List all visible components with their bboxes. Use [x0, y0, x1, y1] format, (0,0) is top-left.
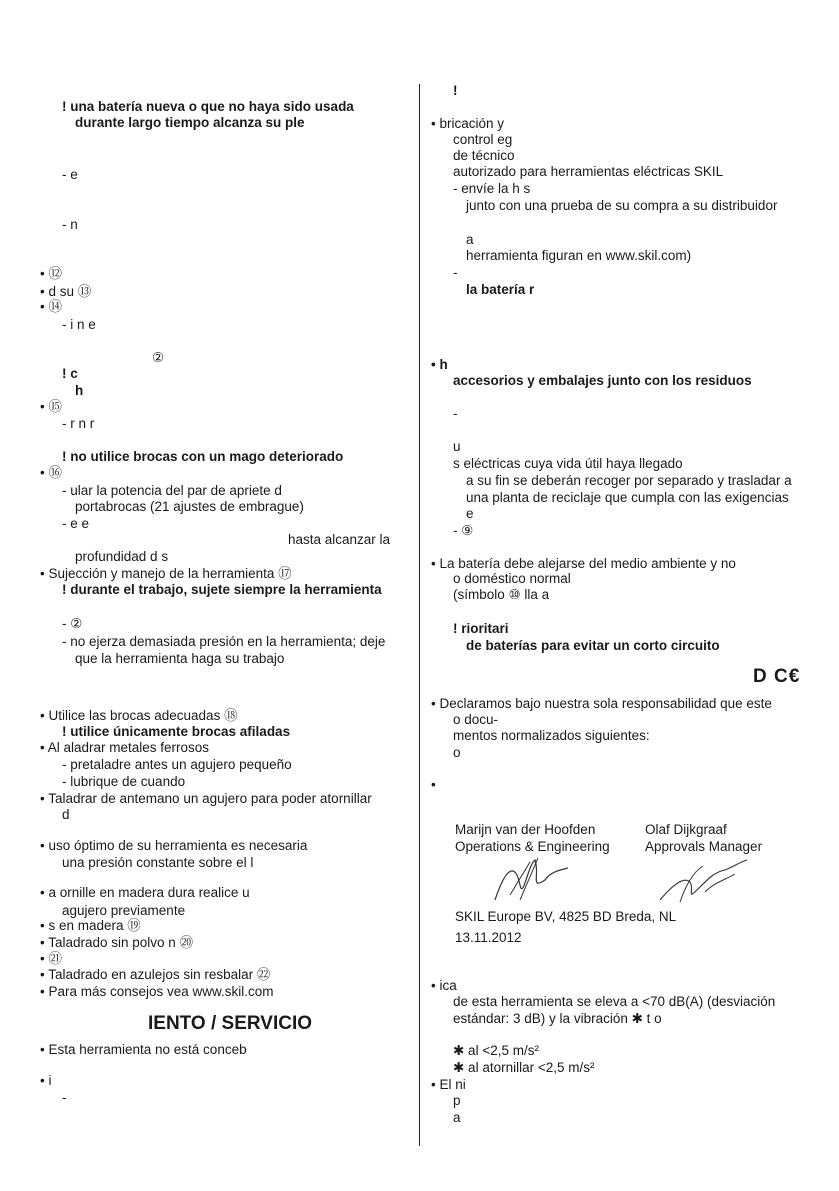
right-line: o docu- [453, 712, 499, 727]
right-line: ✱ al <2,5 m/s² [453, 1043, 539, 1058]
left-line: portabrocas (21 ajustes de embrague) [75, 499, 304, 514]
left-line: - pretaladre antes un agujero pequeño [62, 757, 292, 772]
left-line: • a ornille en madera dura realice u [40, 885, 250, 900]
left-line: • Al aladrar metales ferrosos [40, 740, 210, 755]
right-line: accesorios y embalajes junto con los residuos [453, 373, 752, 388]
section-heading: IENTO / SERVICIO [148, 1013, 313, 1034]
left-line: una presión constante sobre el l [62, 855, 254, 870]
left-line: • uso óptimo de su herramienta es necesaria [40, 838, 308, 853]
right-line: una planta de reciclaje que cumpla con las exigencias [466, 490, 789, 505]
right-line: e [466, 506, 474, 521]
left-line: - n [62, 217, 78, 232]
left-line: h [75, 383, 84, 398]
right-line: a su fin se deberán recoger por separado y trasladar a [466, 473, 792, 488]
right-line: • La batería debe alejarse del medio ambiente y no [431, 556, 736, 571]
right-line: a [453, 1110, 461, 1125]
right-line: Olaf Dijkgraaf [645, 822, 727, 837]
right-line: - envíe la h s [453, 181, 531, 196]
left-line: durante largo tiempo alcanza su ple [75, 115, 305, 130]
left-line: • Taladrado en azulejos sin resbalar ㉒ [40, 967, 271, 982]
left-line: ! una batería nueva o que no haya sido usada [62, 99, 354, 114]
right-line: o [453, 745, 461, 760]
right-line: la batería r [466, 282, 535, 297]
right-line: ✱ al atornillar <2,5 m/s² [453, 1060, 595, 1075]
left-line: - ② [62, 616, 83, 631]
left-line: • ㉑ [40, 951, 62, 966]
left-line: • s en madera ⑲ [40, 918, 141, 933]
left-line: ! c [62, 366, 78, 381]
left-line: • Esta herramienta no está conceb [40, 1042, 247, 1057]
left-line: • Para más consejos vea www.skil.com [40, 984, 274, 999]
right-line: Approvals Manager [645, 839, 763, 854]
right-line: SKIL Europe BV, 4825 BD Breda, NL [455, 909, 677, 924]
right-line: • Declaramos bajo nuestra sola responsabilidad que este [431, 696, 772, 711]
ce-mark: D C€ [753, 666, 801, 687]
left-line: ! utilice únicamente brocas afiladas [62, 724, 291, 739]
right-line: a [466, 232, 474, 247]
left-line: - lubrique de cuando [62, 774, 186, 789]
column-divider [419, 84, 420, 1146]
left-line: - e [62, 167, 78, 182]
right-line: de baterías para evitar un corto circuito [466, 638, 720, 653]
right-line: ! rioritari [453, 621, 509, 636]
left-line: ② [152, 350, 165, 365]
left-line: • i [40, 1073, 52, 1088]
right-line: o doméstico normal [453, 571, 571, 586]
left-line: hasta alcanzar la [288, 532, 391, 547]
left-line: • Taladrar de antemano un agujero para poder atornillar [40, 791, 372, 806]
right-line: de técnico [453, 148, 515, 163]
right-line: • El ni [431, 1077, 466, 1092]
right-line: • bricación y [431, 116, 505, 131]
right-line: (símbolo ⑩ lla a [453, 587, 550, 602]
right-line: junto con una prueba de su compra a su distribuidor [466, 198, 778, 213]
right-line: Marijn van der Hoofden [455, 822, 596, 837]
left-line: • ⑮ [40, 399, 62, 414]
left-line: - no ejerza demasiada presión en la herramienta; deje [62, 634, 386, 649]
left-line: • Taladrado sin polvo n ⑳ [40, 935, 194, 950]
right-line: - [453, 265, 458, 280]
right-line: de esta herramienta se eleva a <70 dB(A) (desviación [453, 994, 776, 1009]
left-line: • ⑭ [40, 299, 62, 314]
right-line: • [431, 777, 436, 792]
right-line: control eg [453, 132, 513, 147]
signature-1 [490, 850, 570, 910]
right-line: u [453, 439, 461, 454]
right-line: - [453, 406, 458, 421]
left-line: ! durante el trabajo, sujete siempre la herramienta [62, 582, 382, 597]
left-line: - [62, 1090, 67, 1105]
right-line: Operations & Engineering [455, 839, 610, 854]
right-line: 13.11.2012 [455, 930, 522, 945]
right-line: herramienta figuran en www.skil.com) [466, 248, 692, 263]
right-line: estándar: 3 dB) y la vibración ✱ t o [453, 1011, 662, 1026]
left-line: agujero previamente [62, 903, 186, 918]
right-line: - ⑨ [453, 523, 474, 538]
left-line: d [62, 807, 70, 822]
left-line: - e e [62, 516, 90, 531]
left-line: - r n r [62, 416, 95, 431]
right-line: s eléctricas cuya vida útil haya llegado [453, 456, 683, 471]
right-line: ! [453, 83, 458, 98]
right-line: autorizado para herramientas eléctricas SKIL [453, 164, 724, 179]
left-line: • ⑫ [40, 266, 62, 281]
left-line: • d su ⑬ [40, 284, 92, 299]
right-line: mentos normalizados siguientes: [453, 728, 650, 743]
right-line: • ica [431, 978, 457, 993]
left-line: • ⑯ [40, 465, 62, 480]
right-line: p [453, 1093, 461, 1108]
left-line: - i n e [62, 317, 96, 332]
left-line: • Utilice las brocas adecuadas ⑱ [40, 708, 238, 723]
signature-2 [655, 852, 750, 910]
left-line: • Sujección y manejo de la herramienta ⑰ [40, 566, 292, 581]
left-line: que la herramienta haga su trabajo [75, 651, 285, 666]
left-line: profundidad d s [75, 549, 169, 564]
left-line: - ular la potencia del par de apriete d [62, 483, 282, 498]
right-line: • h [431, 357, 448, 372]
left-line: ! no utilice brocas con un mago deteriorado [62, 449, 344, 464]
